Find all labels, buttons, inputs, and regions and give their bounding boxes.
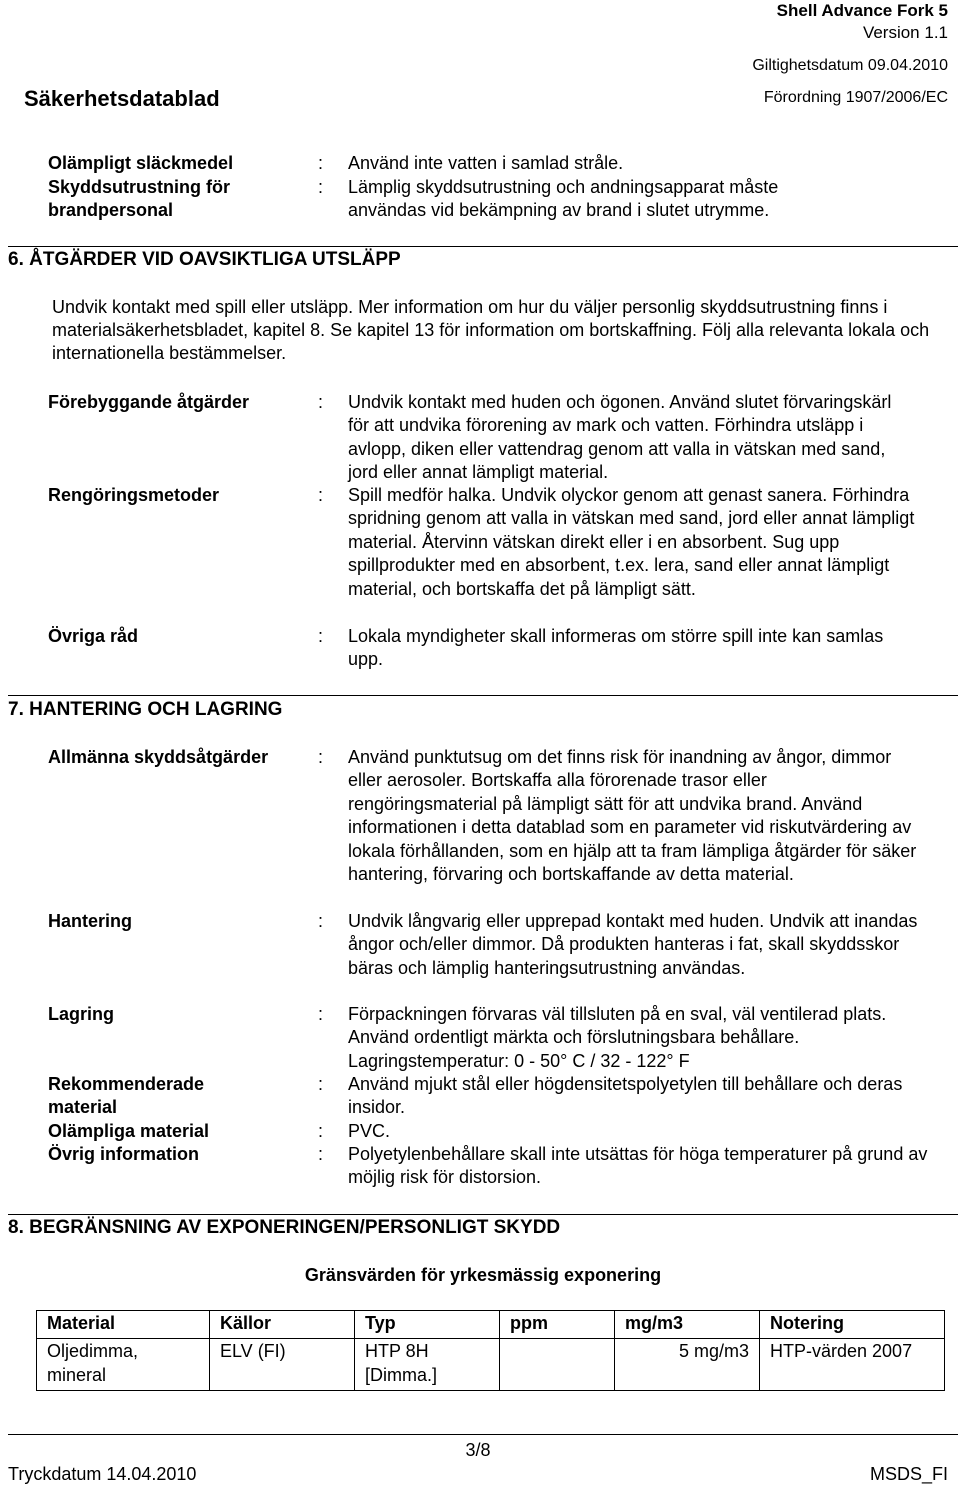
exposure-limits-table — [36, 1310, 945, 1391]
label-rekommenderade-material: Rekommenderade material — [48, 1074, 205, 1118]
cell-notering: HTP-värden 2007 — [760, 1339, 945, 1391]
table-row — [37, 1339, 945, 1391]
colon: : — [318, 1144, 324, 1164]
colon: : — [318, 626, 324, 646]
section-6-title: 6. ÅTGÄRDER VID OAVSIKTLIGA UTSLÄPP — [8, 249, 401, 270]
value-rekommenderade-material: Använd mjukt stål eller högdensitetspolyetylen till behållare och deras insidor. — [348, 1074, 903, 1118]
colon: : — [318, 1074, 324, 1094]
colon: : — [318, 747, 324, 767]
label-olampliga-material: Olämpliga material — [48, 1121, 210, 1141]
colon: : — [318, 1004, 324, 1024]
value-skyddsutrustning: Lämplig skyddsutrustning och andningsapparat måste användas vid bekämpning av brand i slutet utrymme. — [348, 177, 779, 221]
product-name: Shell Advance Fork 5 — [776, 1, 948, 20]
col-typ: Typ — [355, 1311, 500, 1339]
col-kallor: Källor — [210, 1311, 355, 1339]
page-number: 3/8 — [465, 1440, 491, 1460]
cell-ppm — [500, 1339, 615, 1391]
cell-typ: HTP 8H [Dimma.] — [355, 1339, 500, 1391]
section-divider — [8, 246, 958, 247]
doc-title: Säkerhetsdatablad — [24, 86, 220, 111]
label-rengoringsmetoder: Rengöringsmetoder — [48, 485, 220, 505]
colon: : — [318, 485, 324, 505]
value-allmanna-skyddsatgarder: Använd punktutsug om det finns risk för inandning av ångor, dimmor eller aerosoler. Bortskaffa alla förorenade trasor eller rengöringsmaterial på lämpligt sätt för att undvika brand. Använd informationen i detta datablad som en parameter vid riskutvärdering av lokala förhållanden, som en hjälp att ta fram lämpliga åtgärder för säker hantering, förvaring och bortskaffande av detta material. — [348, 747, 917, 885]
section-divider — [8, 1214, 958, 1215]
col-ppm: ppm — [500, 1311, 615, 1339]
col-material: Material — [37, 1311, 210, 1339]
value-ovriga-rad: Lokala myndigheter skall informeras om större spill inte kan samlas upp. — [348, 626, 884, 670]
value-hantering: Undvik långvarig eller upprepad kontakt med huden. Undvik att inandas ångor och/eller dimmor. Då produkten hanteras i fat, skall skyddsskor bäras och lämplig hanteringsutrustning användas. — [348, 911, 918, 978]
colon: : — [318, 1121, 324, 1141]
regulation: Förordning 1907/2006/EC — [763, 89, 948, 106]
version: Version 1.1 — [862, 23, 948, 42]
value-lagring: Förpackningen förvaras väl tillsluten på en sval, väl ventilerad plats. Använd ordentligt märkta och förslutningsbara behållare. Lagringstemperatur: 0 - 50° C / 32 - 122° F — [348, 1004, 887, 1071]
value-forebyggande-atgarder: Undvik kontakt med huden och ögonen. Använd slutet förvaringskärl för att undvika förorening av mark och vatten. Förhindra utsläpp i avlopp, diken eller vattendrag genom att valla in vätskan med sand, jord eller annat lämpligt material. — [348, 392, 892, 483]
colon: : — [318, 153, 324, 173]
value-ovrig-information: Polyetylenbehållare skall inte utsättas för höga temperaturer på grund av möjlig risk för distorsion. — [348, 1144, 928, 1188]
section-6-intro: Undvik kontakt med spill eller utsläpp. Mer information om hur du väljer personlig skyddsutrustning finns i materialsäkerhetsbladet, kapitel 8. Se kapitel 13 för information om bortskaffning. Följ alla relevanta lokala och internationella bestämmelser. — [52, 297, 930, 363]
label-lagring: Lagring — [48, 1004, 114, 1024]
label-hantering: Hantering — [48, 911, 133, 931]
label-skyddsutrustning: Skyddsutrustning för brandpersonal — [48, 177, 231, 221]
document-code: MSDS_FI — [869, 1464, 948, 1484]
label-ovrig-information: Övrig information — [48, 1144, 200, 1164]
table-header-row — [37, 1311, 945, 1339]
cell-material: Oljedimma, mineral — [37, 1339, 210, 1391]
cell-kallor: ELV (FI) — [210, 1339, 355, 1391]
validity-date: Giltighetsdatum 09.04.2010 — [752, 57, 948, 74]
value-olampligt-slackmedel: Använd inte vatten i samlad stråle. — [348, 153, 624, 173]
label-allmanna-skyddsatgarder: Allmänna skyddsåtgärder — [48, 747, 269, 767]
value-olampliga-material: PVC. — [348, 1121, 391, 1141]
label-olampligt-slackmedel: Olämpligt släckmedel — [48, 153, 234, 173]
col-notering: Notering — [760, 1311, 945, 1339]
print-date: Tryckdatum 14.04.2010 — [8, 1464, 197, 1484]
section-divider — [8, 695, 958, 696]
section-8-title: 8. BEGRÄNSNING AV EXPONERINGEN/PERSONLIGT SKYDD — [8, 1217, 561, 1238]
footer-divider — [8, 1434, 958, 1435]
value-rengoringsmetoder: Spill medför halka. Undvik olyckor genom att genast sanera. Förhindra spridning genom att valla in vätskan med sand, jord eller annat lämpligt material. Återvinn vätskan direkt eller i en absorbent. Sug upp spillprodukter med en absorbent, t.ex. lera, sand eller annat lämpligt material, och bortskaffa det på lämpligt sätt. — [348, 485, 915, 599]
label-forebyggande-atgarder: Förebyggande åtgärder — [48, 392, 250, 412]
colon: : — [318, 911, 324, 931]
exposure-limits-title: Gränsvärden för yrkesmässig exponering — [304, 1265, 662, 1285]
label-ovriga-rad: Övriga råd — [48, 626, 139, 646]
colon: : — [318, 392, 324, 412]
section-7-title: 7. HANTERING OCH LAGRING — [8, 699, 283, 720]
colon: : — [318, 177, 324, 197]
cell-mgm3: 5 mg/m3 — [615, 1339, 760, 1391]
col-mgm3: mg/m3 — [615, 1311, 760, 1339]
